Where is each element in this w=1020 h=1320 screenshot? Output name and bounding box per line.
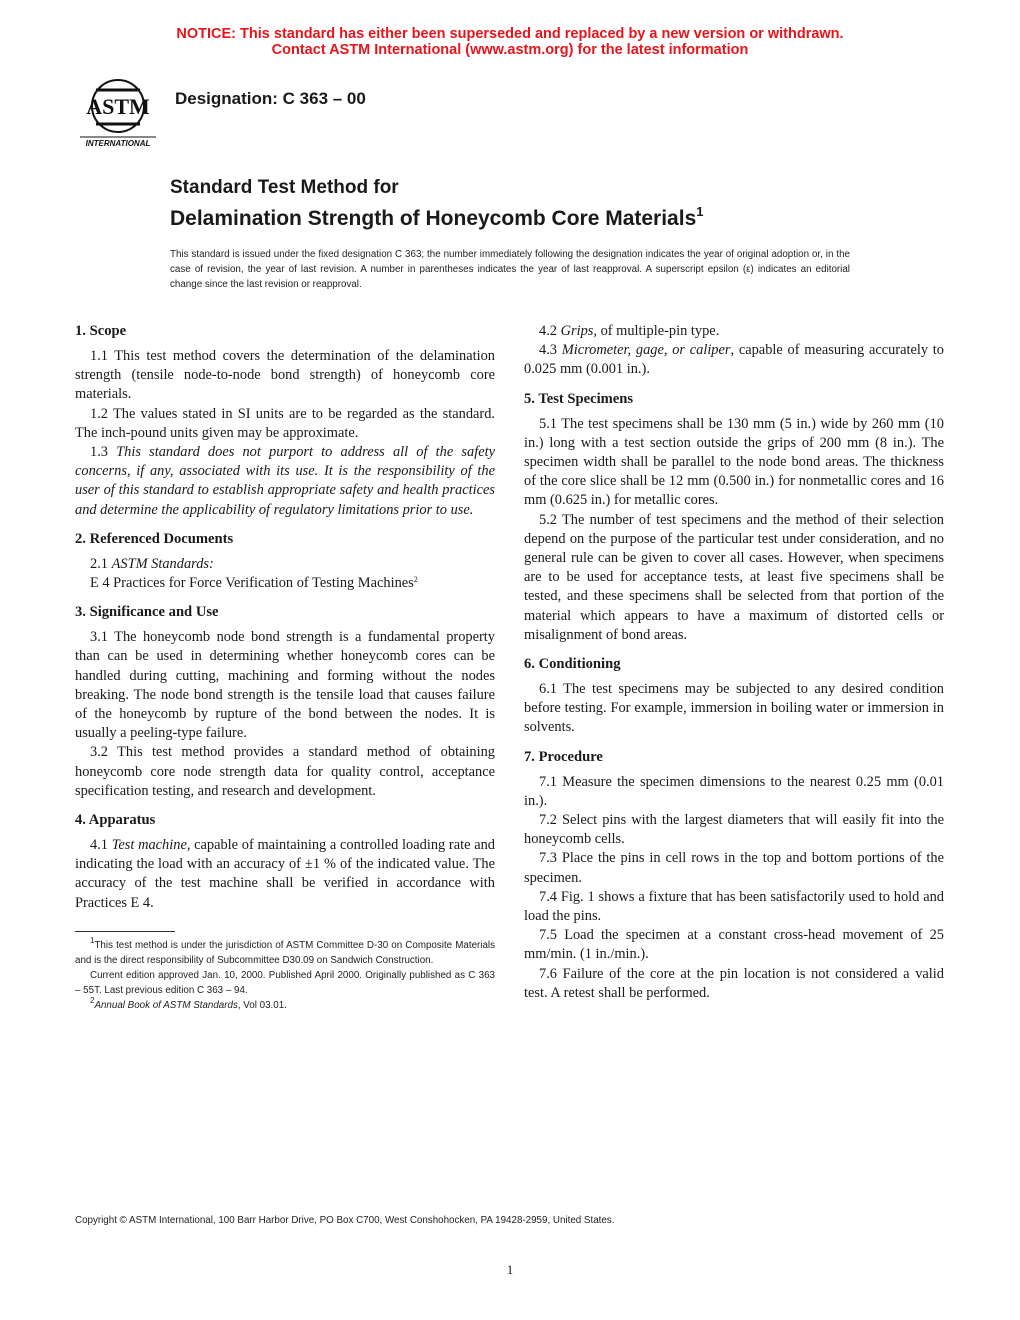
copyright: Copyright © ASTM International, 100 Barr Harbor Drive, PO Box C700, West Conshohocken, PA 19428-2959, United States. [75,1215,615,1226]
paragraph-2-1 [75,555,495,574]
notice-line-1: NOTICE: This standard has either been superseded and replaced by a new version or withdrawn. [176,26,844,42]
footnote-1-mark: 1 [90,935,95,945]
designation: Designation: C 363 – 00 [175,89,366,108]
paragraph-3-2: 3.2 This test method provides a standard method of obtaining honeycomb core node strength data for quality control, acceptance specification testing, and research and development. [75,744,495,799]
footnote-2-term: Annual Book of ASTM Standards [94,999,238,1011]
paragraph-4-1-term: Test machine [111,837,187,854]
paragraph-4-1 [75,836,495,913]
footnote-divider [75,931,175,932]
footnote-1 [75,935,495,968]
paragraph-1-3 [75,443,495,520]
paragraph-4-3-term: Micrometer, gage, or caliper [561,342,731,359]
title-line-1: Standard Test Method for [170,177,399,198]
page-number: 1 [506,1262,514,1277]
paragraph-4-3-text: , capable of measuring accurately to 0.025 mm (0.001 in.). [524,342,944,378]
footnote-2-mark: 2 [90,995,95,1005]
paragraph-4-1-text: , capable of maintaining a controlled loading rate and indicating the load with an accuracy of ±1 % of the indicated value. The accuracy of the test machine shall be verified in accordance with Practices E 4. [75,837,495,911]
paragraph-1-2: 1.2 The values stated in SI units are to be regarded as the standard. The inch-pound units given may be approximate. [75,405,495,441]
paragraph-2-1-num: 2.1 [90,555,112,572]
intro-paragraph: This standard is issued under the fixed designation C 363; the number immediately following the designation indicates the year of original adoption or, in the case of revision, the year of last revision. A number in parentheses indicates the year of last reapproval. A superscript epsilon (ε) indicates an editorial change since the last revision or reapproval. [170,249,850,290]
section-heading-conditioning: 6. Conditioning [524,656,621,673]
paragraph-2-1-text: ASTM Standards: [111,555,214,572]
notice-banner [0,26,1020,58]
paragraph-1-1: 1.1 This test method covers the determination of the delamination strength (tensile node-to-node bond strength) of honeycomb core materials. [75,348,495,403]
left-column [75,322,495,1013]
paragraph-1-3-text: This standard does not purport to address all of the safety concerns, if any, associated with its use. It is the responsibility of the user of this standard to establish appropriate safety and health practices and determine the applicability of regulatory limitations prior to use. [75,444,495,518]
right-column [524,322,944,1003]
section-heading-significance: 3. Significance and Use [75,604,219,621]
paragraph-4-2-term: Grips [560,323,594,339]
paragraph-4-3 [524,341,944,379]
paragraph-7-4: 7.4 Fig. 1 shows a fixture that has been satisfactorily used to hold and load the pins. [524,888,944,925]
section-heading-scope: 1. Scope [75,323,127,339]
paragraph-4-1-num: 4.1 [90,837,112,854]
section-heading-referenced: 2. Referenced Documents [75,530,234,547]
footnote-1b: Current edition approved Jan. 10, 2000. Published April 2000. Originally published as C 363 – 55T. Last previous edition C 363 – 94. [75,969,495,996]
paragraph-7-6: 7.6 Failure of the core at the pin location is not considered a valid test. A retest shall be performed. [524,965,944,1001]
reference-e4 [75,574,495,593]
section-heading-specimens: 5. Test Specimens [524,390,634,407]
title-line-2-text: Delamination Strength of Honeycomb Core Materials [170,207,697,230]
paragraph-4-2 [524,322,944,341]
logo-label: INTERNATIONAL [85,139,151,148]
astm-logo [76,76,160,150]
section-heading-apparatus: 4. Apparatus [75,812,156,829]
paragraph-7-5: 7.5 Load the specimen at a constant cross-head movement of 25 mm/min. (1 in./min.). [524,927,944,963]
paragraph-4-2-num: 4.2 [539,323,561,339]
title-footnote-mark: 1 [696,204,704,219]
footnote-2-text: , Vol 03.01. [237,999,287,1011]
reference-e4-mark: 2 [413,575,418,585]
paragraph-5-1: 5.1 The test specimens shall be 130 mm (5 in.) wide by 260 mm (10 in.) long with a test section outside the grips of 200 mm (8 in.). The specimen width shall be parallel to the node bond areas. The thickness of the core slice shall be 12 mm (0.500 in.) for nonmetallic cores and 16 mm (0.625 in.) for metallic cores. [524,415,944,509]
footnote-2 [75,995,495,1013]
section-heading-procedure: 7. Procedure [524,748,603,765]
title-line-2 [170,199,704,232]
reference-e4-text: E 4 Practices for Force Verification of Testing Machines [90,575,414,592]
paragraph-1-3-num: 1.3 [90,444,117,461]
footnote-1-text: This test method is under the jurisdiction of ASTM Committee D-30 on Composite Materials and is the direct responsibility of Subcommittee D30.09 on Sandwich Construction. [75,939,495,966]
notice-line-2: Contact ASTM International (www.astm.org) for the latest information [271,42,749,58]
paragraph-5-2: 5.2 The number of test specimens and the method of their selection depend on the purpose of the particular test under consideration, and no general rule can be given to cover all cases. However, when specimens are to be used for acceptance tests, at least five specimens shall be tested, and these specimens shall be selected from that portion of the material which appears to have a maximum of distorted cells or misalignment of bond areas. [524,511,944,643]
paragraph-3-1: 3.1 The honeycomb node bond strength is a fundamental property than can be used in determining whether honeycomb cores can be handled during cutting, machining and forming without the nodes breaking. The node bond strength is the tensile load that causes failure of the honeycomb by rupture of the bond between the nodes. It is usually a peeling-type failure. [75,629,495,742]
paragraph-7-1: 7.1 Measure the specimen dimensions to the nearest 0.25 mm (0.01 in.). [524,773,944,809]
logo-wordmark: ASTM [86,94,150,119]
paragraph-7-2: 7.2 Select pins with the largest diameters that will easily fit into the honeycomb cells. [524,812,944,848]
paragraph-7-3: 7.3 Place the pins in cell rows in the top and bottom portions of the specimen. [524,850,944,886]
paragraph-6-1: 6.1 The test specimens may be subjected to any desired condition before testing. For example, immersion in boiling water or immersion in solvents. [524,681,944,736]
document-title [170,176,704,232]
paragraph-4-2-text: , of multiple-pin type. [593,323,720,339]
paragraph-4-3-num: 4.3 [539,342,562,359]
